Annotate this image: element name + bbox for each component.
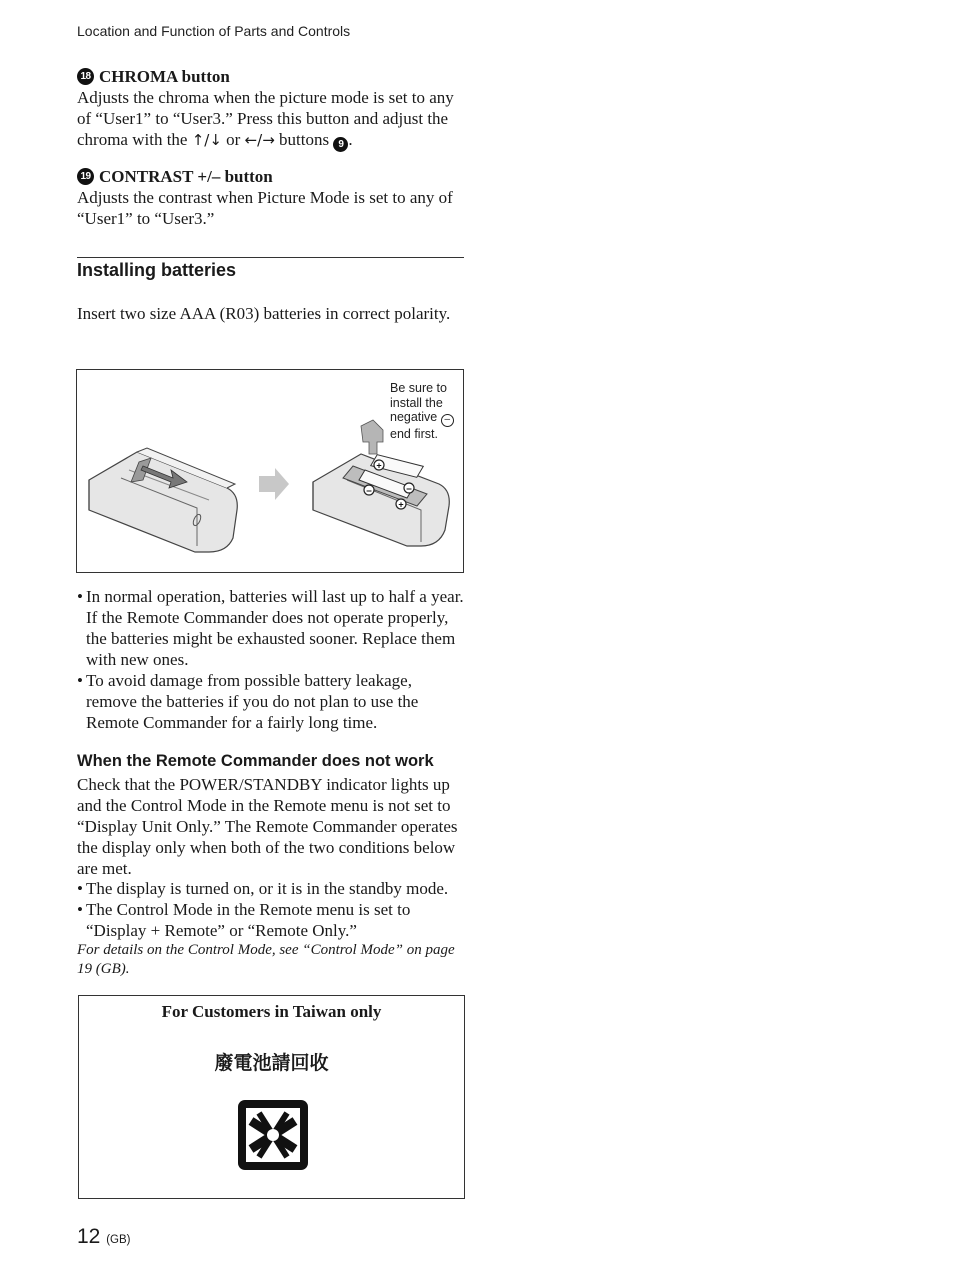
number-badge-19: 19 [77, 168, 94, 185]
figure-callout [390, 381, 462, 442]
plus-terminal-label-2: + [398, 499, 404, 510]
troubleshoot-text: Check that the POWER/STANDBY indicator lights up and the Control Mode in the Remote menu is not set to “Display Unit Only.” The Remote Commander operates the display only when both of the two conditions below are met. [77, 775, 458, 878]
callout-line-3: negative [390, 410, 438, 424]
item-contrast [77, 166, 465, 229]
list-item: • To avoid damage from possible battery leakage, remove the batteries if you do not plan to use the Remote Commander for a fairly long time. [77, 670, 465, 733]
minus-terminal-label: – [406, 483, 412, 495]
running-header: Location and Function of Parts and Controls [77, 23, 351, 39]
item-chroma-description [77, 87, 465, 152]
troubleshoot-conditions-list [77, 878, 469, 941]
taiwan-notice-title: For Customers in Taiwan only [161, 1002, 382, 1021]
section-rule [77, 257, 464, 258]
period-text: . [348, 130, 353, 149]
page-number [77, 1225, 130, 1249]
battery-install-figure [76, 369, 464, 573]
chroma-button-title: CHROMA button [99, 67, 230, 86]
callout-line-3-wrap [390, 410, 462, 427]
minus-circle-icon: – [441, 414, 454, 427]
number-badge-18: 18 [77, 68, 94, 85]
buttons-text: buttons [279, 130, 330, 149]
list-item: • The Control Mode in the Remote menu is set to “Display + Remote” or “Remote Only.” [77, 899, 469, 941]
list-item: • In normal operation, batteries will last up to half a year. If the Remote Commander does not operate properly, the batteries might be exhausted sooner. Replace them with new ones. [77, 586, 465, 670]
section-intro: Insert two size AAA (R03) batteries in correct polarity. [77, 304, 451, 323]
battery-notes-list [77, 586, 465, 733]
item-contrast-description: Adjusts the contrast when Picture Mode is set to any of “User1” to “User3.” [77, 188, 453, 228]
troubleshoot-title: When the Remote Commander does not work [77, 752, 434, 770]
contrast-button-title: CONTRAST +/– button [99, 167, 273, 186]
control-mode-note: For details on the Control Mode, see “Control Mode” on page 19 (GB). [77, 942, 455, 977]
item-chroma [77, 66, 465, 152]
up-down-arrows-icon: ↑/↓ [191, 131, 222, 149]
plus-terminal-label: + [376, 460, 382, 471]
taiwan-recycle-text: 廢電池請回收 [214, 1052, 329, 1074]
recycling-mark-icon [237, 1099, 309, 1171]
remote-cover-open-illustration [89, 448, 237, 552]
chroma-text: Adjusts the chroma when the picture mode is set to any of “User1” to “User3.” Press this button and adjust the chroma with the [77, 88, 454, 149]
minus-terminal-label-2: – [366, 485, 372, 497]
page-number-value: 12 [77, 1225, 101, 1248]
page-region: (GB) [106, 1234, 131, 1246]
list-item: • The display is turned on, or it is in the standby mode. [77, 878, 469, 899]
callout-line-2: install the [390, 395, 443, 410]
left-right-arrows-icon: ←/→ [244, 131, 275, 149]
callout-line-1: Be sure to [390, 381, 447, 395]
next-step-arrow-icon [259, 468, 289, 500]
taiwan-notice-box [78, 995, 465, 1199]
section-title: Installing batteries [77, 260, 237, 280]
number-badge-9: 9 [333, 137, 348, 152]
callout-line-4: end first. [390, 427, 438, 441]
item-chroma-title [77, 66, 465, 87]
insert-direction-arrow-icon [361, 420, 383, 454]
item-contrast-title [77, 166, 465, 187]
or-text: or [226, 130, 241, 149]
